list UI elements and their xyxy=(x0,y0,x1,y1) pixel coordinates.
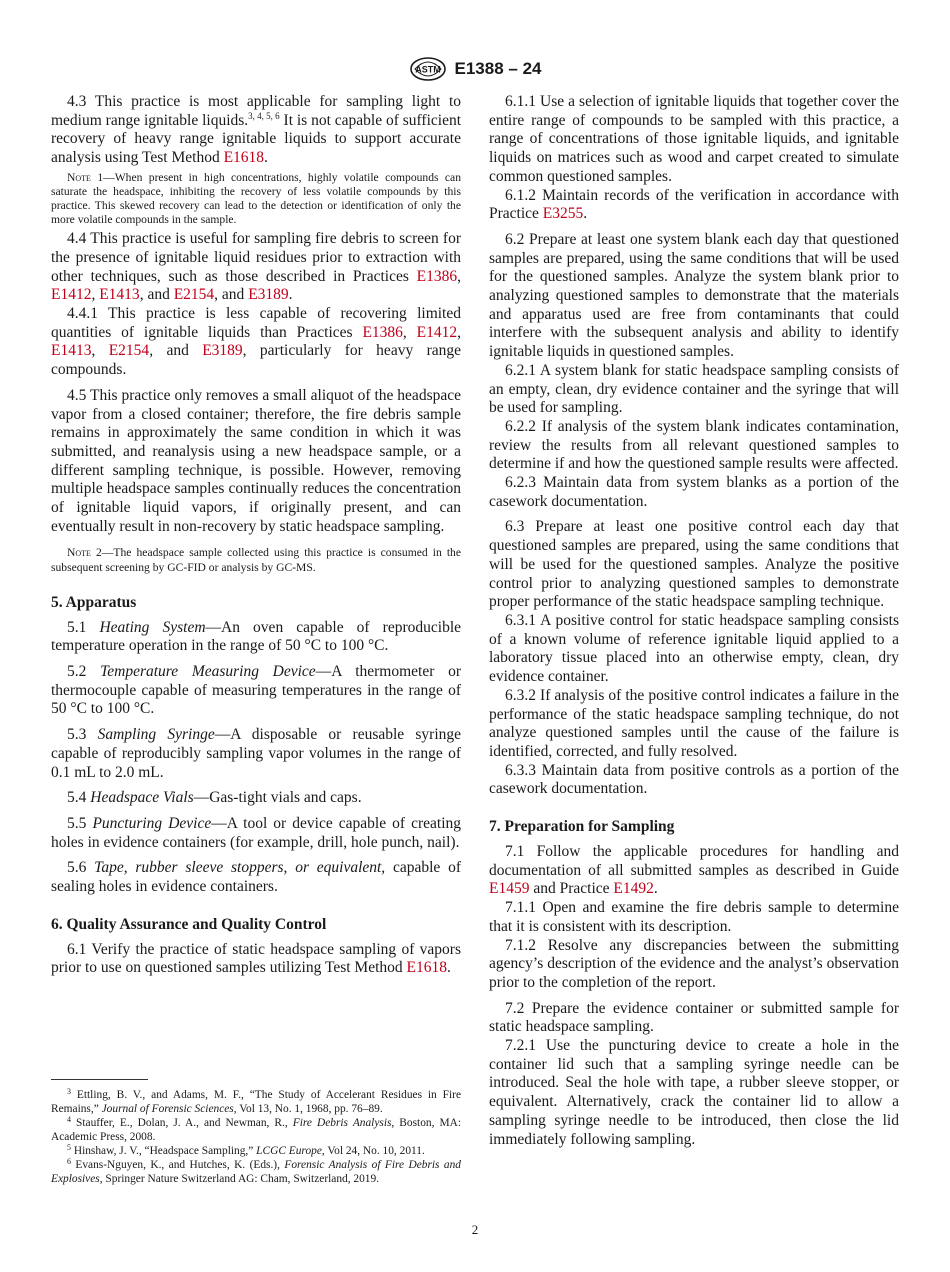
paragraph-6-2: 6.2 Prepare at least one system blank each day that questioned samples are prepared, using the same conditions that will be used for the questioned samples. Analyze the system blank prior to analyzing questioned samples to demonstrate that the materials and apparatus used are free from contaminants that could interfere with the subsequent analysis and ability to identify ignitable liquids in questioned samples. xyxy=(489,230,899,361)
link-e1492[interactable]: E1492 xyxy=(613,880,654,898)
paragraph-6-3-2: 6.3.2 If analysis of the positive control indicates a failure in the performance of the static headspace sampling technique, do not analyze questioned samples until the cause of the failure is identified, corrected, and fully resolved. xyxy=(489,686,899,760)
footnote-divider xyxy=(51,1079,148,1080)
paragraph-6-3-3: 6.3.3 Maintain data from positive controls as a portion of the casework documentation. xyxy=(489,761,899,798)
paragraph-7-2-1: 7.2.1 Use the puncturing device to create a hole in the container lid such that a sampling syringe needle can be introduced. Seal the hole with tape, a rubber sleeve stopper, or equivalent. Alternatively, crack the container lid to allow a sampling syringe needle to be introduced, then close the lid immediately following sampling. xyxy=(489,1037,899,1148)
paragraph-6-1-2: 6.1.2 Maintain records of the verification in accordance with Practice E3255. xyxy=(489,186,899,223)
link-e1386[interactable]: E1386 xyxy=(416,267,458,285)
link-e1459[interactable]: E1459 xyxy=(489,880,530,898)
paragraph-6-2-3: 6.2.3 Maintain data from system blanks as a portion of the casework documentation. xyxy=(489,474,899,510)
svg-text:ASTM: ASTM xyxy=(414,64,441,75)
page-number: 2 xyxy=(471,1222,479,1237)
paragraph-5-5: 5.5 Puncturing Device—A tool or device capable of creating holes in evidence containers (for example, drill, hole punch, nail). xyxy=(51,814,462,851)
paragraph-4-3: 4.3 This practice is most applicable for sampling light to medium range ignitable liquids.$^{3, 4, 5, 6}$ It is not capable of sufficient recovery of heavy range ignitable liquids to support accurate analysis using Test Method E1618. xyxy=(51,93,462,167)
paragraph-7-1: 7.1 Follow the applicable procedures for handling and documentation of all submitted samples as described in Guide E1459 and Practice E1492. xyxy=(489,843,899,898)
note-2: Note 2—The headspace sample collected using this practice is consumed in the subsequent screening by GC-FID or analysis by GC-MS. xyxy=(51,546,461,574)
link-e1413[interactable]: E1413 xyxy=(51,342,92,360)
astm-logo-icon xyxy=(409,57,447,81)
paragraph-7-1-1: 7.1.1 Open and examine the fire debris sample to determine that it is consistent with its description. xyxy=(489,899,899,935)
section-7-heading: 7. Preparation for Sampling xyxy=(489,818,675,836)
note-1: Note 1—When present in high concentrations, highly volatile compounds can saturate the headspace, inhibiting the recovery of less volatile compounds by this practice. This skewed recovery can lead to the detection or identification of only the more volatile compounds in the sample. xyxy=(51,170,461,227)
paragraph-6-1: 6.1 Verify the practice of static headspace sampling of vapors prior to use on questioned samples utilizing Test Method E1618. xyxy=(51,940,461,977)
paragraph-6-2-2: 6.2.2 If analysis of the system blank indicates contamination, review the results from all relevant questioned samples to determine if and how the questioned sample results were affected. xyxy=(489,417,899,473)
right-column xyxy=(489,93,899,1149)
paragraph-7-2: 7.2 Prepare the evidence container or submitted sample for static headspace sampling. xyxy=(489,999,899,1036)
link-e1386[interactable]: E1386 xyxy=(362,323,403,341)
section-5-heading: 5. Apparatus xyxy=(51,593,137,611)
link-e3255[interactable]: E3255 xyxy=(542,205,584,223)
link-e1618[interactable]: E1618 xyxy=(406,959,447,977)
paragraph-4-4: 4.4 This practice is useful for sampling fire debris to screen for the presence of ignitable liquid residues prior to extraction with other techniques, such as those described in Practices E1386, E1412, E1413, and E2154, and E3189. xyxy=(51,230,461,304)
link-e3189[interactable]: E3189 xyxy=(202,342,243,360)
paragraph-5-6: 5.6 Tape, rubber sleeve stoppers, or equivalent, capable of sealing holes in evidence containers. xyxy=(51,859,461,896)
paragraph-4-4-1: 4.4.1 This practice is less capable of recovering limited quantities of ignitable liquids than Practices E1386, E1412, E1413, E2154, and E3189, particularly for heavy range compounds. xyxy=(51,305,462,379)
footnotes xyxy=(51,1088,461,1186)
paragraph-6-3: 6.3 Prepare at least one positive control each day that questioned samples are prepared, using the same conditions that will be used for the questioned samples. Analyze the positive control prior to analyzing questioned samples to demonstrate proper performance of the static headspace sampling technique. xyxy=(489,518,899,611)
footnote-3: $^3$ Ettling, B. V., and Adams, M. F., “The Study of Accelerant Residues in Fire Remains,” Journal of Forensic Sciences, Vol 13, No. 1, 1968, pp. 76–89. xyxy=(51,1087,461,1115)
footnote-5: $^5$ Hinshaw, J. V., “Headspace Sampling,” LCGC Europe, Vol 24, No. 10, 2011. xyxy=(67,1143,425,1157)
paragraph-6-2-1: 6.2.1 A system blank for static headspace sampling consists of an empty, clean, dry evidence container and the syringe that will be used for sampling. xyxy=(489,361,899,417)
footnote-ref[interactable]: 3, 4, 5, 6 xyxy=(248,110,280,121)
link-e2154[interactable]: E2154 xyxy=(173,286,215,304)
standard-designation: E1388 – 24 xyxy=(454,59,542,78)
left-column xyxy=(51,93,461,978)
paragraph-7-1-2: 7.1.2 Resolve any discrepancies between the submitting agency’s description of the evidence and the analyst’s observation prior to the completion of the report. xyxy=(489,936,899,991)
link-e1618[interactable]: E1618 xyxy=(223,149,265,167)
section-6-heading: 6. Quality Assurance and Quality Control xyxy=(51,915,327,933)
page-header xyxy=(0,57,950,83)
footnote-4: $^4$ Stauffer, E., Dolan, J. A., and Newman, R., Fire Debris Analysis, Boston, MA: Academic Press, 2008. xyxy=(51,1115,461,1143)
link-e2154[interactable]: E2154 xyxy=(108,342,150,360)
link-e1412[interactable]: E1412 xyxy=(51,286,92,304)
paragraph-5-4: 5.4 Headspace Vials—Gas-tight vials and caps. xyxy=(67,789,362,807)
footnote-6: $^6$ Evans-Nguyen, K., and Hutches, K. (Eds.), Forensic Analysis of Fire Debris and Explosives, Springer Nature Switzerland AG: Cham, Switzerland, 2019. xyxy=(51,1157,461,1185)
paragraph-6-3-1: 6.3.1 A positive control for static headspace sampling consists of a known volume of reference ignitable liquid applied to a laboratory tissue placed into an otherwise empty, clean, dry evidence container. xyxy=(489,611,899,686)
paragraph-5-1: 5.1 Heating System—An oven capable of reproducible temperature operation in the range of 50 °C to 100 °C. xyxy=(51,618,461,655)
paragraph-5-3: 5.3 Sampling Syringe—A disposable or reusable syringe capable of reproducibly sampling vapor volumes in the range of 0.1 mL to 2.0 mL. xyxy=(51,726,462,781)
paragraph-4-5: 4.5 This practice only removes a small aliquot of the headspace vapor from a closed container; therefore, the fire debris sample remains in approximately the same condition in which it was submitted, and reanalysis using a new headspace sample, or a different sampling technique, is possible. However, removing multiple headspace samples continually reduces the concentration of ignitable liquid vapors, if originally present, and can eventually result in non-recovery by static headspace sampling. xyxy=(51,386,461,535)
paragraph-5-2: 5.2 Temperature Measuring Device—A thermometer or thermocouple capable of measuring temperatures in the range of 50 °C to 100 °C. xyxy=(51,663,461,718)
link-e1413[interactable]: E1413 xyxy=(99,286,140,304)
link-e1412[interactable]: E1412 xyxy=(416,323,458,341)
paragraph-6-1-1: 6.1.1 Use a selection of ignitable liquids that together cover the entire range of compounds to be sampled with this practice, a range of concentrations of those ignitable liquids, and ignitable liquids on matrices such as wood and carpet created to simulate common questioned samples. xyxy=(489,93,899,185)
link-e3189[interactable]: E3189 xyxy=(248,286,289,304)
